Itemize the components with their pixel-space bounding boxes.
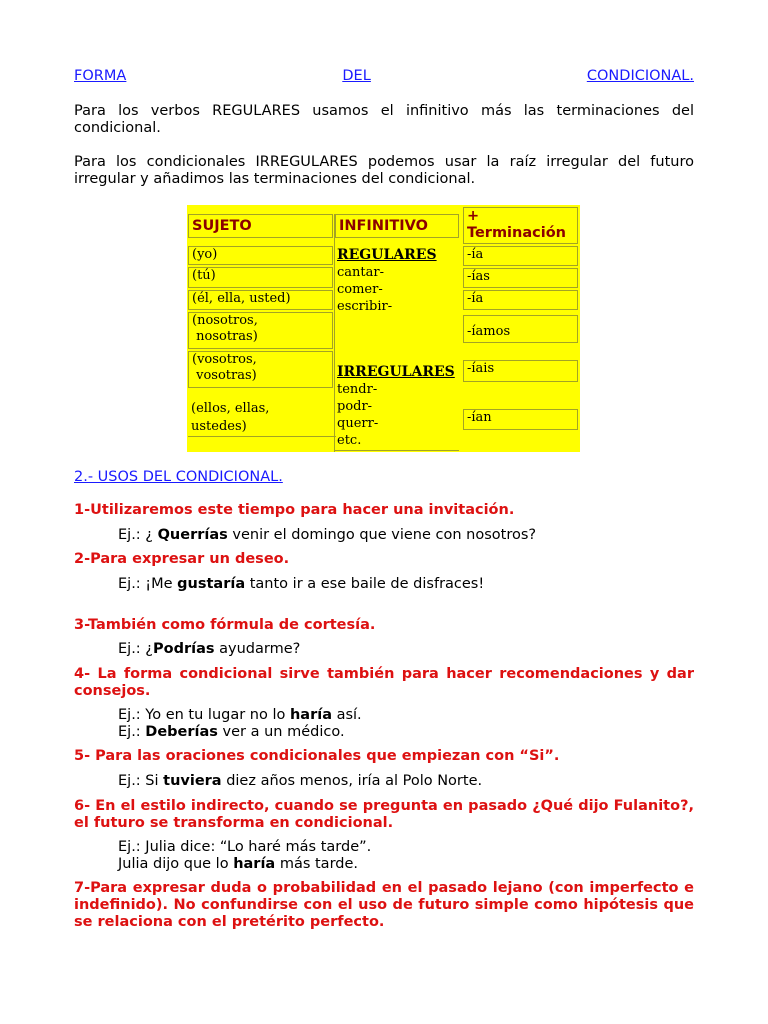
sujeto-cell: (tú) [188, 267, 333, 288]
uso-heading: 5- Para las oraciones condicionales que empiezan con “Si”. [74, 748, 560, 764]
header-terminacion-label: Terminación [467, 225, 566, 241]
header-terminacion [463, 207, 578, 244]
uso-example: Julia dijo que lo haría más tarde. [118, 856, 359, 872]
uso-example: Ej.: ¿Podrías ayudarme? [118, 641, 301, 657]
conjugation-table [187, 205, 580, 452]
sujeto-cell [188, 312, 333, 349]
uso-example: Ej.: Deberías ver a un médico. [118, 724, 345, 740]
irregular-stem: etc. [337, 433, 362, 448]
infinitive-stem: comer- [337, 282, 383, 297]
uso-example: Ej.: ¿ Querrías venir el domingo que viene con nosotros? [118, 527, 537, 543]
plus-sign: + [467, 208, 480, 224]
infinitivo-regulares [337, 247, 457, 315]
sujeto-line: (nosotros, [192, 313, 258, 328]
sujeto-line: (ellos, ellas, [191, 401, 270, 416]
uso-heading: 1-Utilizaremos este tiempo para hacer una invitación. [74, 502, 515, 518]
regulares-label: REGULARES [337, 247, 437, 263]
header-sujeto: SUJETO [188, 214, 333, 238]
title-word: DEL [342, 68, 371, 84]
irregulares-label: IRREGULARES [337, 364, 455, 380]
terminacion-cell: -ían [463, 409, 578, 430]
title-word: CONDICIONAL. [586, 68, 694, 84]
sujeto-line: ustedes) [191, 419, 247, 434]
sujeto-line: (vosotros, [192, 352, 257, 367]
uso-example: Ej.: ¡Me gustaría tanto ir a ese baile de disfraces! [118, 576, 485, 592]
uso-heading: 6- En el estilo indirecto, cuando se pregunta en pasado ¿Qué dijo Fulanito?, el futuro se transforma en condicional. [74, 798, 694, 831]
page-title [74, 68, 694, 84]
infinitive-stem: cantar- [337, 265, 384, 280]
terminacion-cell: -íamos [463, 315, 578, 343]
sujeto-cell: (yo) [188, 246, 333, 265]
uso-heading: 7-Para expresar duda o probabilidad en el pasado lejano (con imperfecto e indefinido). No confundirse con el uso de futuro simple como hipótesis que se relaciona con el pretérito perfecto. [74, 880, 694, 930]
title-word: FORMA [74, 68, 127, 84]
terminacion-cell: -ía [463, 290, 578, 310]
sujeto-line: vosotras) [192, 368, 257, 383]
sujeto-line: nosotras) [192, 329, 258, 344]
intro-paragraph-2: Para los condicionales IRREGULARES podemos usar la raíz irregular del futuro irregular y añadimos las terminaciones del condicional. [74, 154, 694, 187]
irregular-stem: podr- [337, 399, 373, 414]
sujeto-cell [188, 400, 336, 437]
infinitive-stem: escribir- [337, 299, 393, 314]
uso-example: Ej.: Julia dice: “Lo haré más tarde”. [118, 839, 372, 855]
irregular-stem: querr- [337, 416, 379, 431]
terminacion-cell: -ía [463, 246, 578, 266]
uso-example: Ej.: Yo en tu lugar no lo haría así. [118, 707, 362, 723]
terminacion-cell: -íais [463, 360, 578, 382]
uso-heading: 2-Para expresar un deseo. [74, 551, 290, 567]
section-heading: 2.- USOS DEL CONDICIONAL. [74, 469, 283, 485]
infinitivo-irregulares [337, 364, 457, 449]
header-infinitivo: INFINITIVO [335, 214, 459, 238]
terminacion-cell: -ías [463, 268, 578, 288]
uso-example: Ej.: Si tuviera diez años menos, iría al Polo Norte. [118, 773, 483, 789]
sujeto-cell [188, 351, 333, 388]
irregular-stem: tendr- [337, 382, 378, 397]
uso-heading: 4- La forma condicional sirve también para hacer recomendaciones y dar consejos. [74, 666, 694, 699]
intro-paragraph-1: Para los verbos REGULARES usamos el infinitivo más las terminaciones del condicional. [74, 103, 694, 136]
uso-heading: 3-También como fórmula de cortesía. [74, 617, 376, 633]
sujeto-cell: (él, ella, usted) [188, 290, 333, 310]
